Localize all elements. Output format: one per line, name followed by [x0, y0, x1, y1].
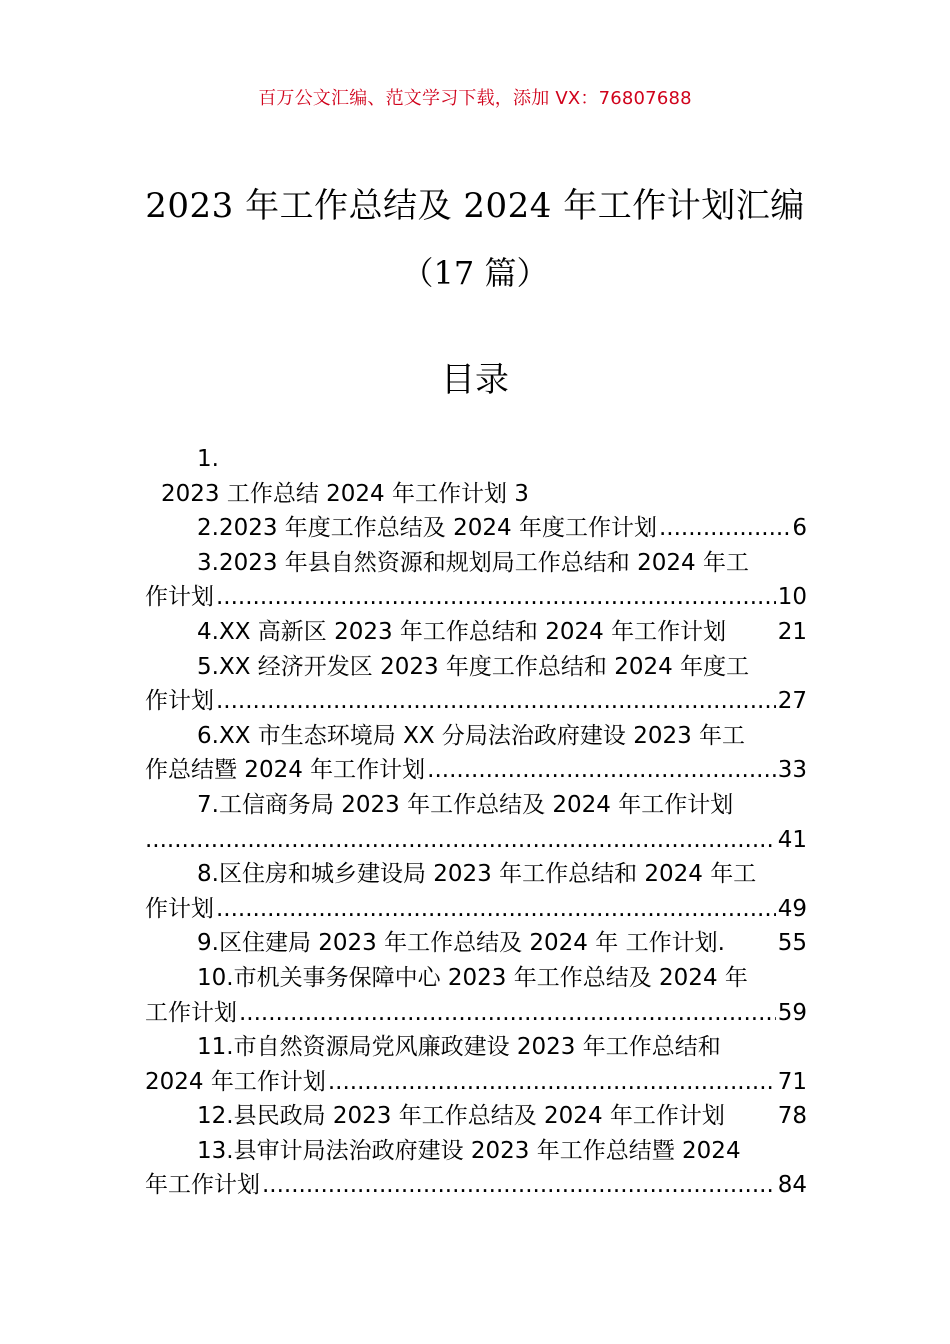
toc-entry-4-page: 21: [777, 618, 807, 645]
dot-leader: [239, 996, 776, 1031]
dot-leader: [427, 753, 776, 788]
toc-entry-11-line1[interactable]: 11.市自然资源局党风廉政建设 2023 年工作总结和: [197, 1034, 721, 1061]
toc-entry-1-number[interactable]: 1.: [197, 446, 219, 472]
toc-entry-8-page: 49: [777, 895, 807, 922]
toc-entry-8-title-cont: 作计划: [145, 895, 214, 922]
toc-entry-10-line2[interactable]: [145, 996, 807, 1031]
toc-entry-4[interactable]: [145, 615, 807, 650]
toc-entry-7-line1[interactable]: 7.工信商务局 2023 年工作总结及 2024 年工作计划: [197, 791, 734, 818]
toc-entry-11-page: 71: [777, 1068, 807, 1095]
toc-entry-12[interactable]: [145, 1099, 807, 1134]
dot-leader: [262, 1168, 776, 1203]
toc-entry-5-line2[interactable]: [145, 684, 807, 719]
document-title: 2023 年工作总结及 2024 年工作计划汇编: [145, 186, 805, 226]
toc-entry-1[interactable]: 2023 工作总结 2024 年工作计划 3: [161, 480, 529, 507]
toc-entry-9-title: 9.区住建局 2023 年工作总结及 2024 年 工作计划.: [197, 930, 725, 957]
document-subtitle: （17 篇）: [401, 254, 549, 292]
toc-entry-10-page: 59: [777, 999, 807, 1026]
dot-leader: [216, 580, 776, 615]
toc-entry-6-title-cont: 作总结暨 2024 年工作计划: [145, 757, 426, 784]
toc-entry-9[interactable]: [145, 926, 807, 961]
toc-entry-5-line1[interactable]: 5.XX 经济开发区 2023 年度工作总结和 2024 年度工: [197, 653, 750, 680]
toc-entry-5-title-cont: 作计划: [145, 688, 214, 715]
toc-entry-2-title: 2.2023 年度工作总结及 2024 年度工作计划: [197, 515, 657, 542]
toc-entry-3-line2[interactable]: [145, 580, 807, 615]
toc-entry-13-title-cont: 年工作计划: [145, 1172, 260, 1199]
toc-entry-6-line2[interactable]: [145, 753, 807, 788]
toc-entry-13-line2[interactable]: [145, 1168, 807, 1203]
toc-entry-4-title: 4.XX 高新区 2023 年工作总结和 2024 年工作计划: [197, 618, 727, 645]
toc-entry-8-line1[interactable]: 8.区住房和城乡建设局 2023 年工作总结和 2024 年工: [197, 861, 757, 888]
toc-entry-11-title-cont: 2024 年工作计划: [145, 1068, 326, 1095]
toc-entry-10-title-cont: 工作计划: [145, 999, 237, 1026]
toc-entry-11-line2[interactable]: [145, 1065, 807, 1100]
toc-entry-6-page: 33: [777, 757, 807, 784]
toc-entry-3-page: 10: [777, 584, 807, 611]
dot-leader: [216, 684, 776, 719]
toc-entry-2[interactable]: [145, 511, 807, 546]
toc-entry-2-page: 6: [792, 515, 807, 542]
toc-entry-5-page: 27: [777, 688, 807, 715]
toc-entry-9-page: 55: [777, 930, 807, 957]
toc-entry-6-line1[interactable]: 6.XX 市生态环境局 XX 分局法治政府建设 2023 年工: [197, 722, 746, 749]
dot-leader: [328, 1065, 776, 1100]
toc-entry-12-title: 12.县民政局 2023 年工作总结及 2024 年工作计划: [197, 1103, 725, 1130]
toc-entry-10-line1[interactable]: 10.市机关事务保障中心 2023 年工作总结及 2024 年: [197, 964, 748, 991]
table-of-contents: [145, 442, 807, 1203]
toc-entry-3-line1[interactable]: 3.2023 年县自然资源和规划局工作总结和 2024 年工: [197, 549, 749, 576]
toc-heading: 目录: [441, 360, 509, 400]
dot-leader: [659, 511, 790, 546]
toc-entry-7-line2[interactable]: [145, 823, 807, 858]
dot-leader: [145, 823, 776, 858]
dot-leader: [216, 892, 776, 927]
toc-entry-7-page: 41: [777, 826, 807, 853]
toc-entry-12-page: 78: [777, 1103, 807, 1130]
toc-entry-13-page: 84: [777, 1172, 807, 1199]
header-note: 百万公文汇编、范文学习下载，添加 VX：76807688: [258, 88, 692, 109]
toc-entry-3-title-cont: 作计划: [145, 584, 214, 611]
toc-entry-8-line2[interactable]: [145, 892, 807, 927]
toc-entry-13-line1[interactable]: 13.县审计局法治政府建设 2023 年工作总结暨 2024: [197, 1137, 741, 1164]
